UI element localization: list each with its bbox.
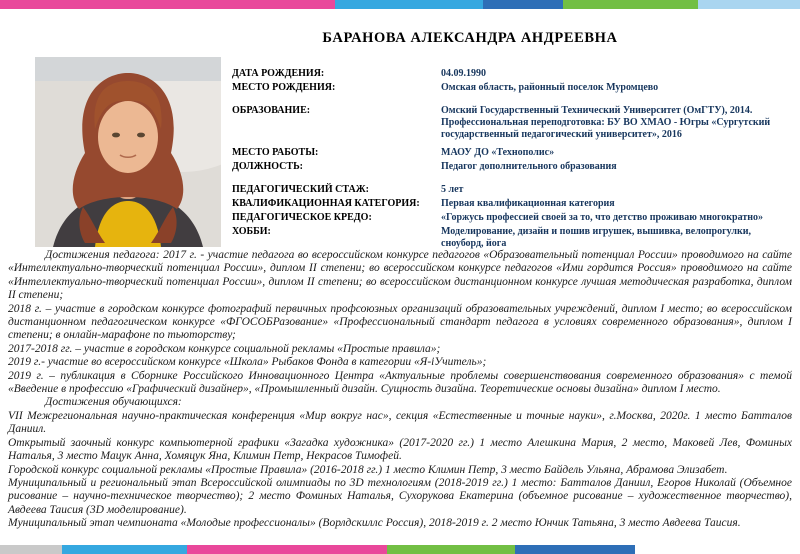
portrait-photo: [35, 57, 221, 247]
stripe-segment: [0, 0, 335, 9]
info-label: МЕСТО РАБОТЫ:: [232, 147, 319, 158]
portrait-photo-image: [35, 57, 221, 247]
info-label: МЕСТО РОЖДЕНИЯ:: [232, 82, 336, 93]
info-row-qualification: [232, 198, 792, 210]
student-achievements-paragraph: Открытый заочный конкурс компьютерной графики «Загадка художника» (2017-2020 гг.) 1 место Алешкина Мария, 2 место, Маковей Лев, Фоминых Наталья, 3 место Мацук Анна, Хомяцук Яна, Климин Петр, Некрасов Тимофей.: [8, 436, 792, 463]
info-value: Моделирование, дизайн и пошив игрушек, вышивка, велопрогулки, сноуборд, йога: [441, 226, 752, 249]
bottom-color-stripes: [0, 545, 800, 554]
info-row-position: [232, 161, 792, 173]
stripe-segment: [483, 0, 563, 9]
stripe-segment: [698, 0, 800, 9]
info-section: [232, 68, 792, 252]
info-row-workplace: [232, 147, 792, 159]
student-achievements-paragraph: Муниципальный и региональный этап Всероссийской олимпиады по 3D технологиям (2018-2019 гг.) 1 место: Батталов Даниил, Егоров Николай (Объемное рисование – научно-техническое творчество); 2 место Фоминых Наталья, Сухорукова Екатерина (объемное рисование – художественное творчество), Авдеева Таисия (3D моделирование).: [8, 476, 792, 516]
stripe-segment: [187, 545, 387, 554]
top-color-stripes: [0, 0, 800, 9]
teacher-achievements-paragraph: 2019 г.- участие во всероссийском конкурсе «Школа» Рыбаков Фонда в категории «Я-iУчитель»;: [8, 356, 487, 369]
teacher-achievements-paragraph: 2017-2018 гг. – участие в городском конкурсе социальной рекламы «Простые правила»;: [8, 342, 441, 355]
stripe-segment: [387, 545, 515, 554]
info-value: Первая квалификационная категория: [441, 198, 615, 209]
info-row-credo: [232, 212, 792, 224]
achievements-section: [8, 249, 792, 531]
stripe-segment: [515, 545, 635, 554]
student-achievements-paragraph: Городской конкурс социальной рекламы «Простые Правила» (2016-2018 гг.) 1 место Климин Петр, 3 место Байдель Ульяна, Абрамова Элизабет.: [8, 463, 728, 476]
teacher-achievements-paragraph: 2019 г. – публикация в Сборнике Российского Инновационного Центра «Актуальные проблемы совершенствования современного образования» с темой «Введение в профессию «Графический дизайнер», «Промышленный дизайн. Сущность дизайна. Теоретические основы дизайна» диплом I место.: [8, 369, 792, 396]
stripe-segment: [0, 545, 62, 554]
stripe-segment: [563, 0, 698, 9]
info-label: ОБРАЗОВАНИЕ:: [232, 105, 311, 116]
info-row-education: [232, 105, 792, 141]
stripe-segment: [635, 545, 800, 554]
info-row-birth-place: [232, 82, 792, 94]
info-value: 5 лет: [441, 184, 464, 195]
info-value: Омская область, районный поселок Муромцево: [441, 82, 659, 93]
page-title: БАРАНОВА АЛЕКСАНДРА АНДРЕЕВНА: [322, 30, 618, 46]
info-value: Педагог дополнительного образования: [441, 161, 617, 172]
teacher-achievements-paragraph: 2018 г. – участие в городском конкурсе фотографий первичных профсоюзных организаций образовательных учреждений, диплом I место; во всероссийском дистанционном педагогическом конкурсе «ФГОСОБРазование» «Профессиональный стандарт педагога в условиях современного образования», диплом I степени; в онлайн-марафоне по тьюторству;: [8, 302, 792, 342]
info-label: ПЕДАГОГИЧЕСКОЕ КРЕДО:: [232, 212, 372, 223]
info-value: МАОУ ДО «Технополис»: [441, 147, 555, 158]
stripe-segment: [62, 545, 187, 554]
info-value: Омский Государственный Технический Университет (ОмГТУ), 2014. Профессиональная переподготовка: БУ ВО ХМАО - Югры «Сургутский государственный педагогический университет», 2016: [441, 105, 771, 140]
students-achievements-heading: Достижения обучающихся:: [45, 396, 182, 409]
info-row-birth-date: [232, 68, 792, 80]
student-achievements-paragraph: VII Межрегиональная научно-практическая конференция «Мир вокруг нас», секция «Естественные и точные науки», г.Москва, 2020г. 1 место Батталов Даниил.: [8, 409, 792, 436]
student-achievements-paragraph: Муниципальный этап чемпионата «Молодые профессионалы» (Ворлдскиллс Россия), 2018-2019 г. 2 место Юнчик Татьяна, 3 место Авдеева Таисия.: [8, 517, 741, 530]
info-row-experience: [232, 184, 792, 196]
teacher-achievements-paragraph: Достижения педагога: 2017 г. - участие педагога во всероссийском конкурсе педагогов «Образовательный потенциал России» проводимого на сайте «Интеллектуально-творческий потенциал России», диплом II степени; во всероссийском конкурсе педагогов «Ими гордится Россия» проводимого на сайте «Интеллектуально-творческий потенциал России», диплом II степени; во всероссийском дистанционном конкурсе лучшая методическая разработка, диплом II степени;: [8, 249, 792, 302]
stripe-segment: [335, 0, 483, 9]
info-label: ДОЛЖНОСТЬ:: [232, 161, 304, 172]
info-label: КВАЛИФИКАЦИОННАЯ КАТЕГОРИЯ:: [232, 198, 420, 209]
info-value: «Горжусь профессией своей за то, что детство проживаю многократно»: [441, 212, 763, 223]
info-label: ПЕДАГОГИЧЕСКИЙ СТАЖ:: [232, 184, 369, 195]
info-value: 04.09.1990: [441, 68, 486, 79]
info-label: ДАТА РОЖДЕНИЯ:: [232, 68, 325, 79]
info-label: ХОББИ:: [232, 226, 271, 237]
info-row-hobby: [232, 226, 792, 250]
